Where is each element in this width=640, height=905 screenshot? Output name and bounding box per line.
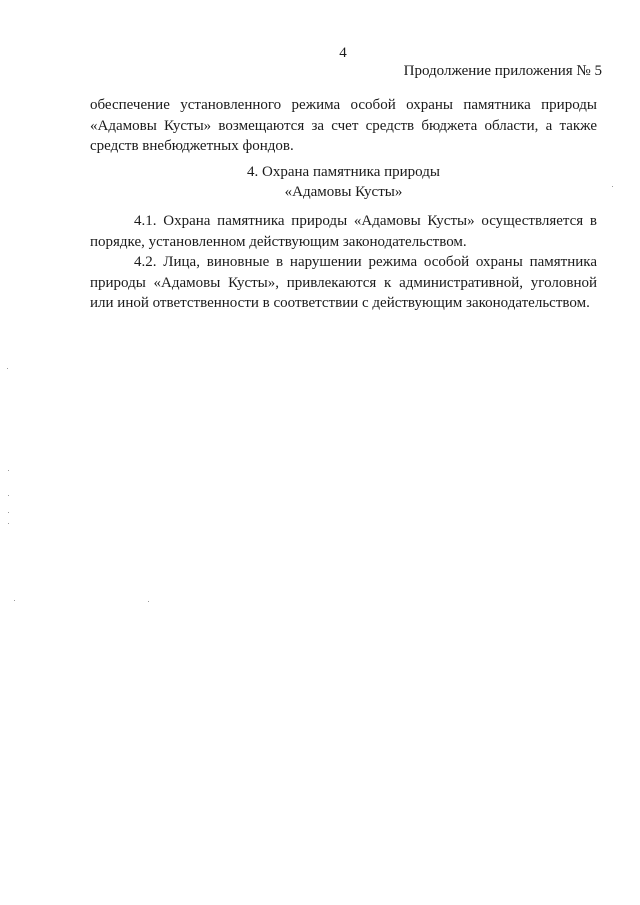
scan-speck <box>7 368 8 369</box>
scan-speck <box>8 523 9 524</box>
scan-speck <box>8 470 9 471</box>
section-heading-line-1: 4. Охрана памятника природы <box>247 164 440 180</box>
scan-speck <box>14 600 15 601</box>
scan-speck <box>612 186 613 187</box>
clause-4-2: 4.2. Лица, виновные в нарушении режима особой охраны памятника природы «Адамовы Кусты», привлекаются к административной, уголовной или иной ответственности в соответствии с действующим законодательством. <box>90 254 597 311</box>
section-heading <box>90 162 597 202</box>
scan-speck <box>8 512 9 513</box>
clause-4-1: 4.1. Охрана памятника природы «Адамовы Кусты» осуществляется в порядке, установленном действующим законодательством. <box>90 213 597 250</box>
intro-paragraph: обеспечение установленного режима особой охраны памятника природы «Адамовы Кусты» возмещаются за счет средств бюджета области, а также средств внебюджетных фондов. <box>90 97 597 154</box>
scan-speck <box>148 601 149 602</box>
page-number: 4 <box>339 45 347 61</box>
scan-speck <box>8 495 9 496</box>
section-heading-line-2: «Адамовы Кусты» <box>284 184 403 200</box>
appendix-continuation-note: Продолжение приложения № 5 <box>403 63 602 79</box>
